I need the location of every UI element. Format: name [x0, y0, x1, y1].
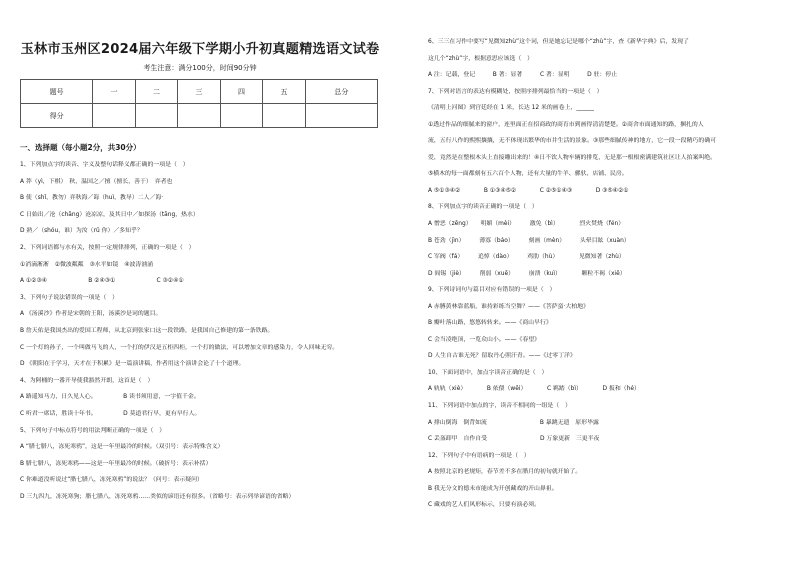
question-line: 流，五行八作的熙熙攘攘，无不体现出繁华的市井生活的景象。③那些细腻传神的地方，它一段一段精巧的确可 [428, 138, 717, 145]
question-line: 11、下列词语中加点的字，读音不相同的一组是（ ） [428, 403, 571, 410]
question-line: 《清明上河图》到宫廷经在 1 米，长达 12 米的画卷上，______ [428, 105, 594, 112]
question-line: B 我无分文的德未市能成为开创藏戏的开山鼻祖。 [428, 485, 558, 492]
score-header-cell: 五 [263, 80, 306, 104]
left-question-list [20, 161, 380, 501]
question-line: A ⑤①③④② B ①③④⑤② C ②⑤①④③ D ③⑤④②① [428, 187, 629, 194]
score-table-header-row [21, 80, 378, 104]
question-line: A 赤膊黄林靠蓝船，谁持彩练当空舞？——《菩萨蛮·大柏地》 [428, 303, 589, 310]
question-line: A ①②③④ B ②④③① C ③②④① [20, 278, 184, 285]
exam-title: 玉林市玉州区2024届六年级下学期小升初真题精选语文试卷 [20, 42, 380, 57]
score-row-label: 得分 [21, 104, 93, 128]
question-line: A “腊七腊八，冻死寒鸦”，这是一年里最冷的时候。（双引号：表示特殊含义） [20, 444, 224, 451]
question-line: 爱，竟然是在整根木头上直接雕出来的！④日不饮人物车辆的排览，无是那一根根密满建筑社区让人拍案叫绝。 [428, 154, 717, 161]
score-header-cell: 四 [220, 80, 263, 104]
question-line: ⑤横木的每一面都刻有五六百个人物，还有大量的牛羊、骡驮、店铺、民房。 [428, 171, 628, 178]
score-cell[interactable] [305, 104, 377, 128]
question-line: A 路遥知马力，日久见人心。 B 读书须用意，一字值千金。 [20, 394, 200, 401]
question-line: B 苍劲（jìn） 薄寡（báo） 刻画（mèn） 头晕目眩（xuàn） [428, 237, 630, 244]
section-heading: 一、选择题（每小题2分，共30分） [20, 143, 141, 152]
question-line: A 按照北京的老规矩，春节差不多在腊月的初旬就开始了。 [428, 469, 582, 476]
right-question-list [428, 38, 780, 509]
question-line: C 日始出／沧（chāng）沧凉凉，及其日中／如探汤（tāng，热水） [20, 211, 199, 218]
question-line: 12、下列句子中有语病的一项是（ ） [428, 452, 530, 459]
score-header-cell: 三 [178, 80, 221, 104]
question-line: D 阎锡（jiè） 削弱（xuē） 崩溃（kuì） 颗粒不褐（xiē） [428, 270, 626, 277]
question-line: 4、为阿桶的一番开导使我豁然开朗，这首是（ ） [20, 377, 154, 384]
question-line: D 三九四九，冻死寒狗；腊七腊八，冻死寒鸦……类似的谚语还有很多。（省略号：表示列举谚语的省略） [20, 493, 295, 500]
question-line: C 听君一席话，胜读十年书。 D 莫道君行早，更有早行人。 [20, 410, 201, 417]
question-line: B 使（shǐ，教勿）弈秋海／诲（huì，教导）二人／海· [20, 195, 164, 202]
question-line: B 腊七腊八，冻死寒鸦——这是一年里最冷的时候。（破折号：表示补括） [20, 460, 212, 467]
right-page [428, 38, 780, 538]
question-line: C 丢盔卸甲 自作自受 D 万象更新 三更半夜 [428, 436, 600, 443]
question-line: A 莽（yì，下棋） 秋，温国之／擅（擅长，善于） 弈者也 [20, 178, 173, 185]
score-table-score-row [21, 104, 378, 128]
question-line: B 瓣叶落山路，悠悠转转来。——《商山早行》 [428, 320, 552, 327]
question-line: 3、下列句子说法错误的一项是（ ） [20, 294, 118, 301]
score-cell[interactable] [220, 104, 263, 128]
question-line: 1、下列加点字的读音、字义及整句话释义都正确的一项是（ ） [20, 162, 189, 168]
question-line: C 你难道没听说过“腊七腊八，冻死寒鸦”的说法？（问号：表示疑问） [20, 477, 203, 484]
question-line: C 藏戏的艺人们风形标示，只要有演必须。 [428, 502, 541, 509]
question-line: D 人生自古谁无死？留取丹心照汗青。——《过零丁洋》 [428, 353, 576, 360]
question-line: 2、下列词语都与水有关，按照一定规律排列，正确的一项是（ ） [20, 244, 195, 251]
question-line: D 《朝阳在于学习，天才在于积累》是一篇演讲稿，作者用这个演讲会论了十个道理。 [20, 361, 245, 368]
question-line: 10、下面词语中，加点字读音正确的是（ ） [428, 369, 548, 376]
exam-notice: 考生注意：满分100分，时间90分钟 [143, 64, 257, 72]
question-line: 6、三三在习作中要写“见微知zhù”这个词，但是她忘记是哪个“zhù”字，查《新华字典》后，发现了 [428, 39, 689, 45]
question-line: C 会当凌绝顶，一览众山小。——《春望》 [428, 336, 541, 343]
score-cell[interactable] [93, 104, 136, 128]
question-line: C 军阀（fá） 追悼（dào） 鸡肋（hù） 见微知著（zhù） [428, 254, 625, 261]
question-line: A 注：记载，登记 B 著：显著 C 著：显明 D 驻：停止 [428, 72, 618, 79]
score-table [20, 79, 378, 128]
score-header-cell: 二 [135, 80, 178, 104]
score-cell[interactable] [135, 104, 178, 128]
question-line: A 《汤溪沙》作者是宋朝的王阳，汤溪沙是词的题目。 [20, 311, 162, 318]
score-header-cell: 一 [93, 80, 136, 104]
question-line: ①消滴淅淅 ②微波粼粼 ③水平如镜 ④波涛汹涌 [20, 261, 154, 268]
score-cell[interactable] [263, 104, 306, 128]
question-line: 8、下列加点字的读音正确的一项是（ ） [428, 204, 538, 211]
score-header-cell: 总分 [305, 80, 377, 104]
score-cell[interactable] [178, 104, 221, 128]
question-line: 9、下列诗词句与篇目对应有错误的一项是（ ） [428, 287, 556, 294]
question-line: D 熟／（shóu，谁）为汝（rǔ 你）／多知乎？ [20, 228, 143, 235]
question-line: C 一个灯的孙子，一个叫做马飞的人，一个打的伊汉是五柜四柜，一个打的做法，可以增加文章的感染力，令人回味无穷。 [20, 344, 339, 351]
left-page [20, 38, 380, 538]
question-line: 这几个“zhù”字，根据意思应该选（ ） [428, 55, 534, 62]
question-line: A 排山倒海 倒背如流 B 暴跳无遗 原形毕露 [428, 419, 599, 426]
question-line: 7、下列对语言的表达有模糊处，按照序排列最恰当的一项是（ ） [428, 88, 603, 95]
question-line: A 憎恶（zēng） 明媚（mèi） 激免（bì） 烈火焚烧（fén） [428, 221, 625, 228]
question-line: A 轨轨（xiè） B 依偎（wēi） C 羁踏（bì） D 扳和（hé） [428, 386, 640, 393]
question-line: ①透过作品的细腻来的窗户，连里面正在招商政的商育市到画得清清楚楚。②商舍市面通知的路，捆扎的人 [428, 121, 704, 128]
question-line: 5、下列句子中标点符号的用法判断正确的一项是（ ） [20, 427, 166, 434]
score-header-cell: 题号 [21, 80, 93, 104]
question-line: B 詹天佑是我国杰出的爱国工程师，从北京到张家口这一段铁路，是我国自己修建的第一条铁路。 [20, 327, 274, 334]
